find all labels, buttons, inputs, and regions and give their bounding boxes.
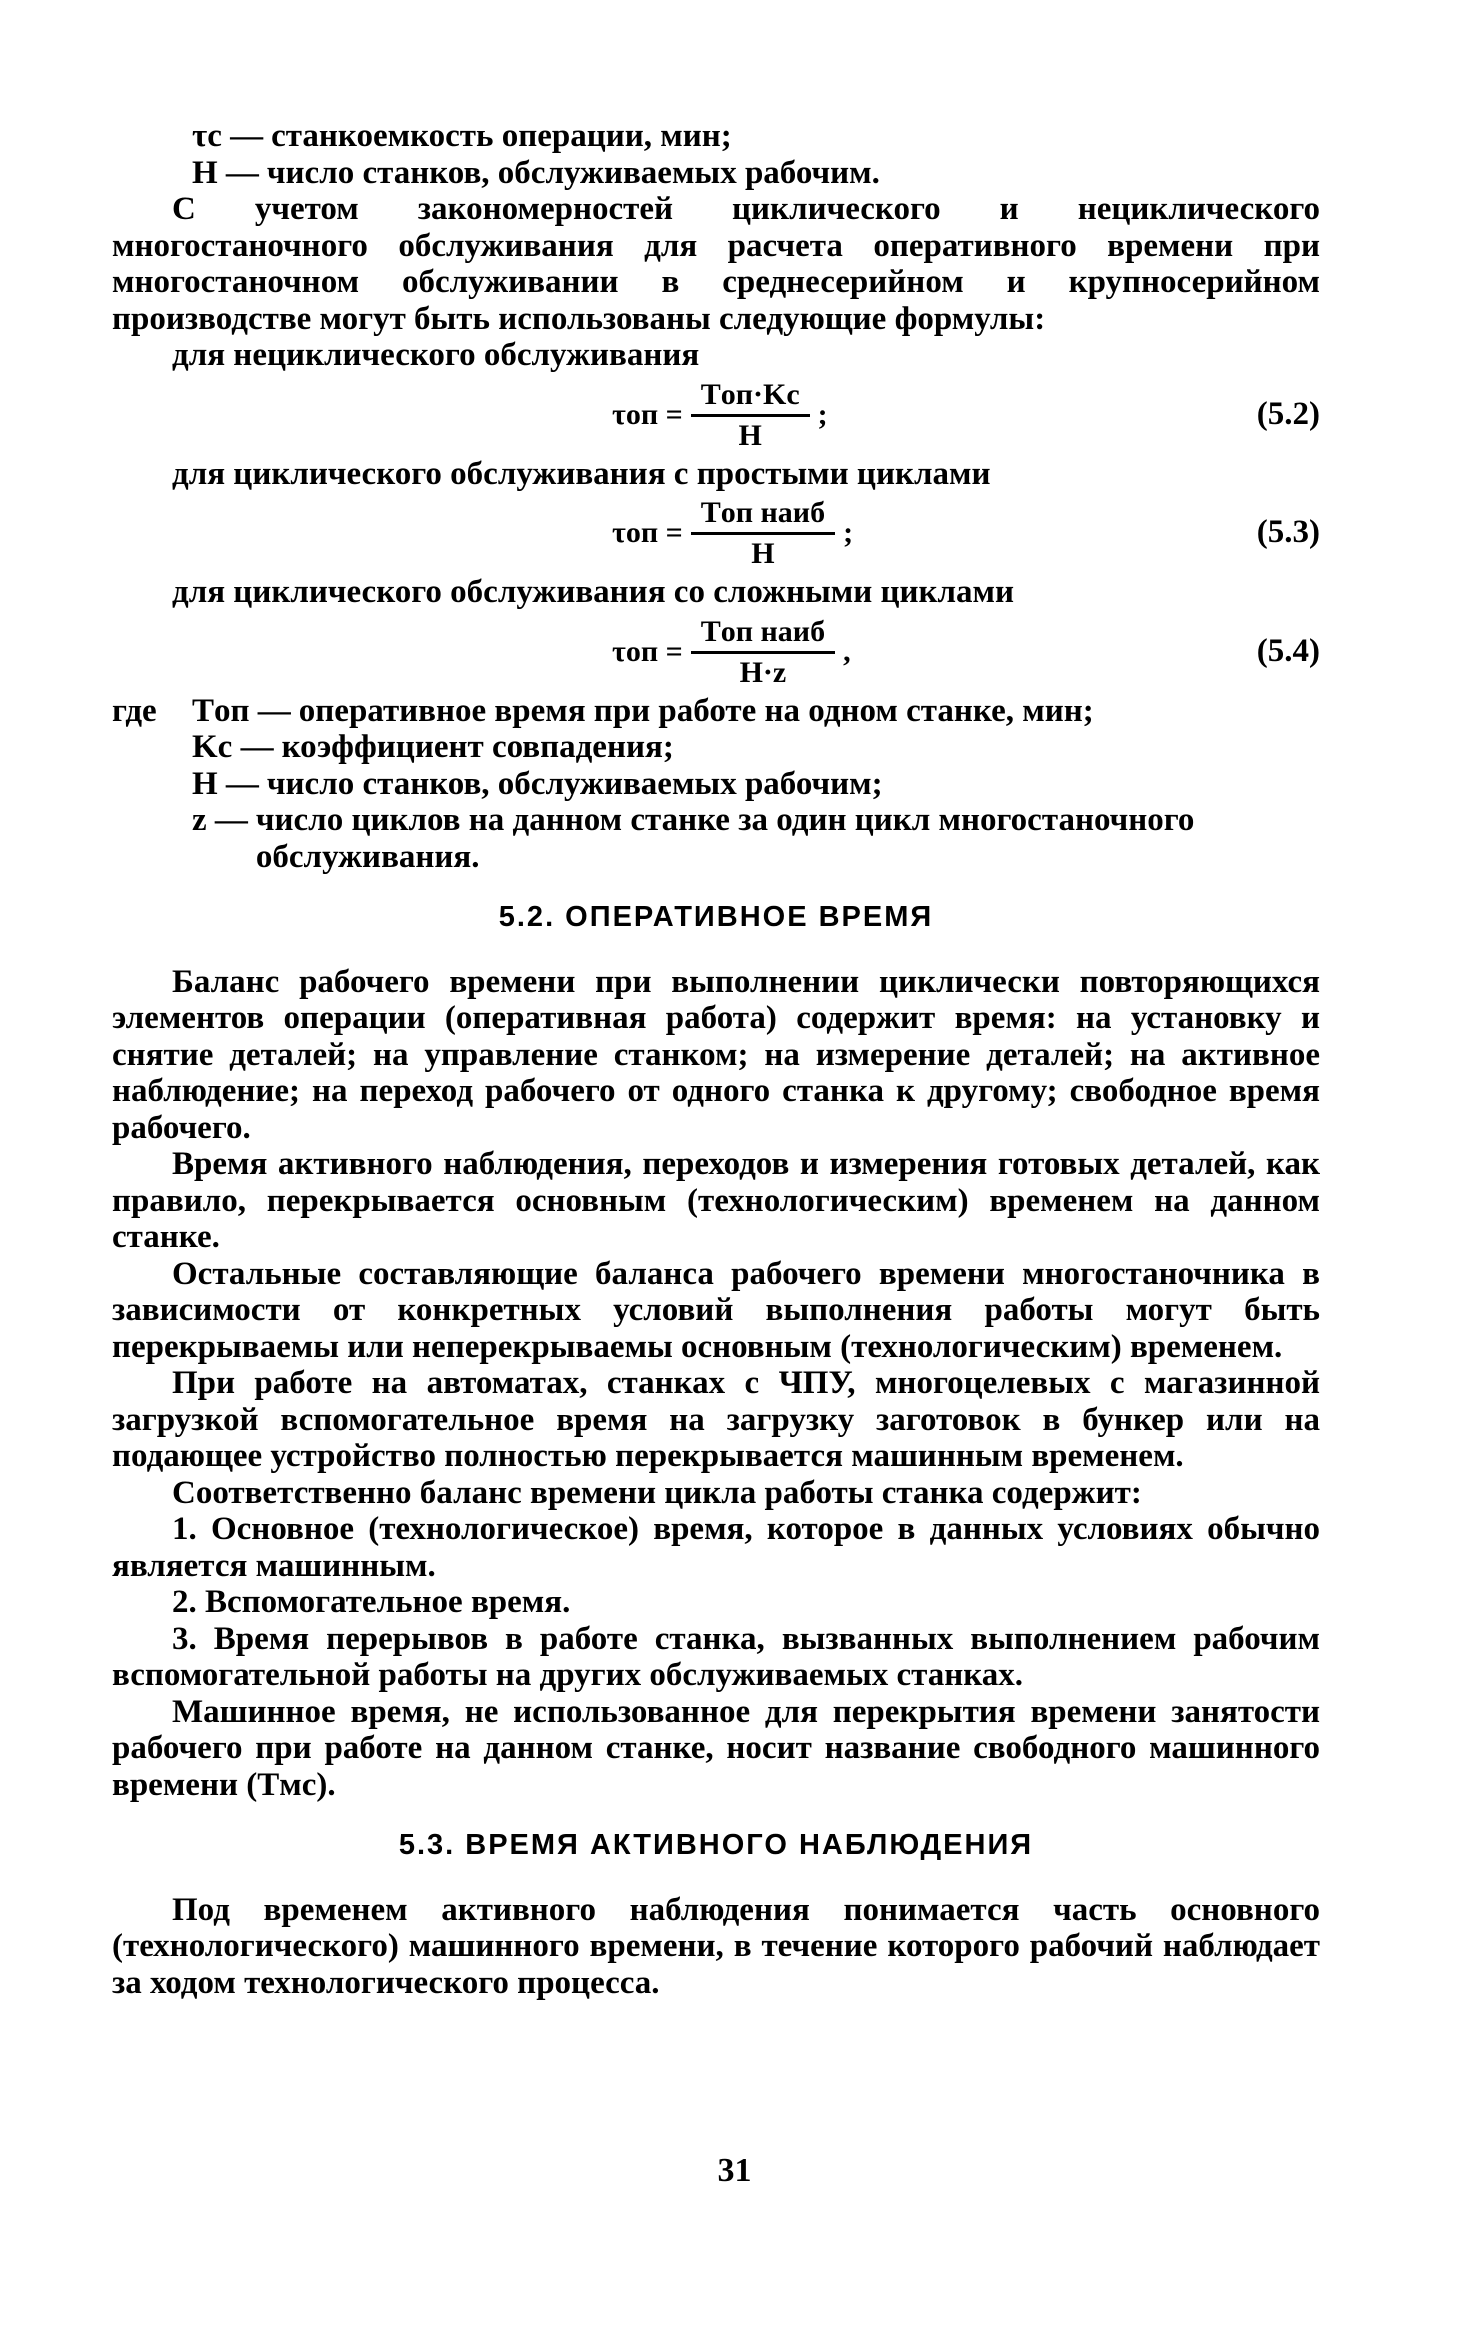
definition-text: число станков, обслуживаемых рабочим;: [266, 765, 883, 802]
definition-symbol: τс —: [192, 118, 264, 154]
formula-caption: для нециклического обслуживания: [172, 337, 700, 373]
formula-lhs: τоп =: [612, 516, 683, 550]
definition-line: [192, 729, 1320, 766]
page-content: [112, 118, 1320, 2001]
section-heading: 5.2. ОПЕРАТИВНОЕ ВРЕМЯ: [498, 901, 934, 933]
formula-5-3: [112, 492, 1320, 574]
formula-5-4: [112, 611, 1320, 693]
definition-line: [192, 766, 1320, 803]
paragraph: Соответственно баланс времени цикла работы станка содержит:: [172, 1474, 1142, 1511]
formula-caption: для циклического обслуживания с простыми циклами: [172, 455, 991, 492]
formula-caption: для циклического обслуживания со сложными циклами: [172, 574, 1015, 610]
formula-5-2: [112, 374, 1320, 456]
formula-punctuation: ,: [843, 634, 851, 668]
paragraph: Баланс рабочего времени при выполнении циклически повторяющихся элементов операции (оперативная работа) содержит время: на установку и снятие деталей; на управление станком; на измерение деталей; на активное наблюдение; на переход рабочего от одного станка к другому; свободное время рабочего.: [112, 963, 1320, 1146]
formula-punctuation: ;: [843, 516, 854, 550]
definition-line: [192, 802, 1320, 875]
section-heading: 5.3. ВРЕМЯ АКТИВНОГО НАБЛЮДЕНИЯ: [398, 1829, 1034, 1861]
fraction-numerator: Tоп наиб: [691, 615, 835, 654]
formula-lhs: τоп =: [612, 397, 683, 431]
paragraph: Остальные составляющие баланса рабочего времени многостаночника в зависимости от конкретных условий выполнения работы могут быть перекрываемы или неперекрываемы основным (технологическим) временем.: [112, 1255, 1320, 1365]
definition-text: число циклов на данном станке за один цикл многостаночного обслуживания.: [255, 802, 1195, 875]
equation-number: (5.4): [1256, 632, 1320, 669]
intro-paragraph: С учетом закономерностей циклического и нециклического многостаночного обслуживания для расчета оперативного времени при многостаночном обслуживании в среднесерийном и крупносерийном производстве могут быть использованы следующие формулы:: [112, 191, 1320, 337]
paragraph: Время активного наблюдения, переходов и измерения готовых деталей, как правило, перекрывается основным (технологическим) временем на данном станке.: [112, 1146, 1320, 1255]
definition-line: [192, 118, 1320, 155]
definition-symbol: Kс —: [192, 729, 274, 765]
definition-text: оперативное время при работе на одном станке, мин;: [298, 692, 1094, 729]
fraction: [691, 496, 835, 571]
formula-body: [612, 496, 853, 571]
definition-symbol: Н —: [192, 154, 259, 191]
paragraph: Машинное время, не использованное для перекрытия времени занятости рабочего при работе на данном станке, носит название свободного машинного времени (Tмс).: [112, 1693, 1320, 1803]
list-item: 3. Время перерывов в работе станка, вызванных выполнением рабочим вспомогательной работы на других обслуживаемых станках.: [112, 1620, 1320, 1693]
where-block: [112, 693, 1320, 876]
fraction-numerator: Tоп наиб: [691, 496, 835, 535]
paragraph: Под временем активного наблюдения понимается часть основного (технологического) машинного времени, в течение которого рабочий наблюдает за ходом технологического процесса.: [112, 1891, 1320, 2001]
fraction-numerator: Tоп·Kс: [691, 378, 810, 417]
fraction: [691, 378, 810, 453]
where-word: где: [112, 692, 157, 729]
fraction-denominator: Н·z: [739, 655, 787, 689]
top-definitions: [112, 118, 1320, 191]
definition-symbol: z —: [192, 802, 248, 838]
definition-line: [192, 155, 1320, 192]
fraction: [691, 615, 835, 690]
fraction-denominator: Н: [738, 418, 762, 452]
fraction-denominator: Н: [751, 537, 775, 570]
page-number: 31: [717, 2152, 752, 2189]
formula-body: [612, 378, 828, 453]
definition-text: станкоемкость операции, мин;: [271, 118, 732, 154]
list-item: 1. Основное (технологическое) время, которое в данных условиях обычно является машинным.: [112, 1511, 1320, 1584]
list-item: 2. Вспомогательное время.: [172, 1584, 571, 1620]
definition-text: число станков, обслуживаемых рабочим.: [266, 154, 880, 191]
formula-lhs: τоп =: [612, 634, 683, 668]
definition-symbol: Tоп —: [192, 692, 291, 729]
formula-body: [612, 615, 851, 690]
formula-punctuation: ;: [817, 397, 828, 431]
equation-number: (5.2): [1256, 395, 1320, 432]
definition-symbol: Н —: [192, 765, 259, 802]
paragraph: При работе на автоматах, станках с ЧПУ, многоцелевых с магазинной загрузкой вспомогательное время на загрузку заготовок в бункер или на подающее устройство полностью перекрывается машинным временем.: [112, 1365, 1320, 1474]
definition-line: [192, 693, 1320, 730]
where-definitions: [192, 693, 1320, 876]
definition-text: коэффициент совпадения;: [281, 729, 674, 765]
equation-number: (5.3): [1256, 514, 1320, 550]
